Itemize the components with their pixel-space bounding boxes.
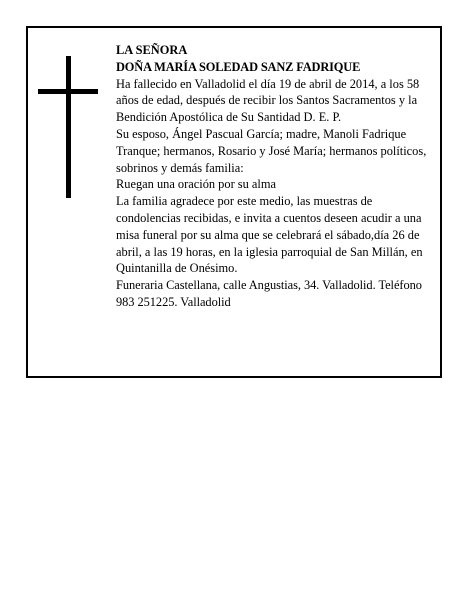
notice-heading-title: LA SEÑORA — [116, 43, 188, 57]
family-list: Su esposo, Ángel Pascual García; madre, Manoli Fadrique Tranque; hermanos, Rosario y José María; hermanos políticos, sobrinos y demás familia: — [116, 126, 427, 175]
funeral-mass-details: La familia agradece por este medio, las muestras de condolencias recibidas, e invita a cuentos deseen acudir a una misa funeral por su alma que se celebrará el sábado,día 26 de abril, a las 19 horas, en la iglesia parroquial de San Millán, en Quintanilla de Onésimo. — [116, 194, 423, 276]
cross-horizontal-bar — [38, 89, 98, 94]
death-announcement: Ha fallecido en Valladolid el día 19 de abril de 2014, a los 58 años de edad, después de recibir los Santos Sacramentos y la Bendición Apostólica de Su Santidad D. E. P. — [116, 76, 420, 125]
latin-cross-icon — [38, 56, 98, 198]
funeral-home-contact: Funeraria Castellana, calle Angustias, 34. Valladolid. Teléfono 983 251225. Valladolid — [116, 278, 422, 309]
deceased-name: DOÑA MARÍA SOLEDAD SANZ FADRIQUE — [116, 59, 361, 74]
obituary-notice — [26, 26, 442, 378]
cross-vertical-bar — [66, 56, 71, 198]
obituary-text — [116, 42, 434, 311]
prayer-request: Ruegan una oración por su alma — [116, 177, 276, 192]
